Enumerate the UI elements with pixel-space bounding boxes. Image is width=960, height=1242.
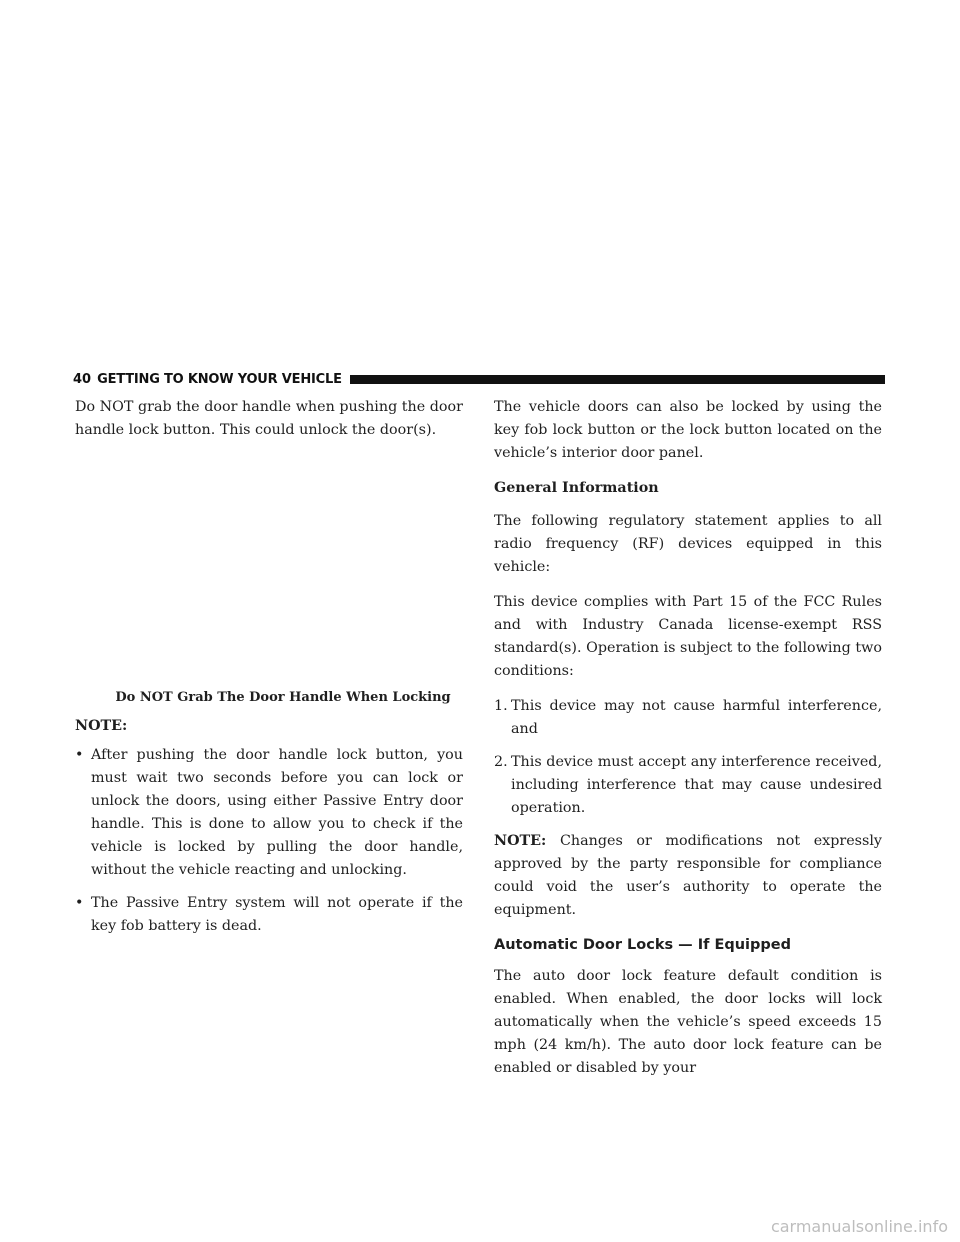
figure-caption: Do NOT Grab The Door Handle When Locking (115, 690, 451, 705)
rf-statement-paragraph: The following regulatory statement applies to all radio frequency (RF) devices equipped in this vehicle: (494, 513, 882, 575)
page-number: 40 (73, 371, 92, 387)
list-number: 2. (494, 754, 508, 770)
right-column (494, 396, 882, 1092)
fcc-paragraph: This device complies with Part 15 of the FCC Rules and with Industry Canada license-exempt RSS standard(s). Operation is subject to the following two conditions: (494, 594, 882, 679)
bullet-icon: • (75, 895, 84, 911)
list-item (75, 744, 463, 882)
automatic-door-locks-heading: Automatic Door Locks — If Equipped (494, 937, 792, 953)
list-item (494, 751, 882, 820)
note-title: NOTE: (75, 718, 128, 734)
list-item (75, 892, 463, 938)
section-title: GETTING TO KNOW YOUR VEHICLE (97, 371, 342, 387)
left-column (75, 396, 463, 948)
note-text: Changes or modifications not expressly approved by the party responsible for compliance could void the user’s authority to operate the equipment. (494, 833, 882, 918)
lock-paragraph: The vehicle doors can also be locked by using the key fob lock button or the lock button located on the vehicle’s interior door panel. (494, 399, 882, 461)
note-label: NOTE: (494, 833, 547, 849)
bullet-icon: • (75, 747, 84, 763)
list-text: This device must accept any interference received, including interference that may cause undesired operation. (511, 754, 882, 816)
figure-placeholder (75, 454, 463, 682)
list-number: 1. (494, 698, 508, 714)
list-text: This device may not cause harmful interference, and (511, 698, 882, 737)
bullet-text: After pushing the door handle lock button, you must wait two seconds before you can lock or unlock the doors, using either Passive Entry door handle. This is done to allow you to check if the vehicle is locked by pulling the door handle, without the vehicle reacting and unlocking. (91, 747, 463, 878)
list-item (494, 695, 882, 741)
page-header (73, 370, 885, 388)
note-paragraph (494, 830, 882, 922)
auto-lock-paragraph: The auto door lock feature default condition is enabled. When enabled, the door locks will lock automatically when the vehicle’s speed exceeds 15 mph (24 km/h). The auto door lock feature can be enabled or disabled by your (494, 968, 882, 1076)
bullet-text: The Passive Entry system will not operate if the key fob battery is dead. (91, 895, 463, 934)
watermark: carmanualsonline.info (770, 1217, 948, 1236)
general-information-heading: General Information (494, 480, 659, 496)
header-rule (350, 375, 885, 384)
intro-paragraph: Do NOT grab the door handle when pushing the door handle lock button. This could unlock the door(s). (75, 399, 463, 438)
